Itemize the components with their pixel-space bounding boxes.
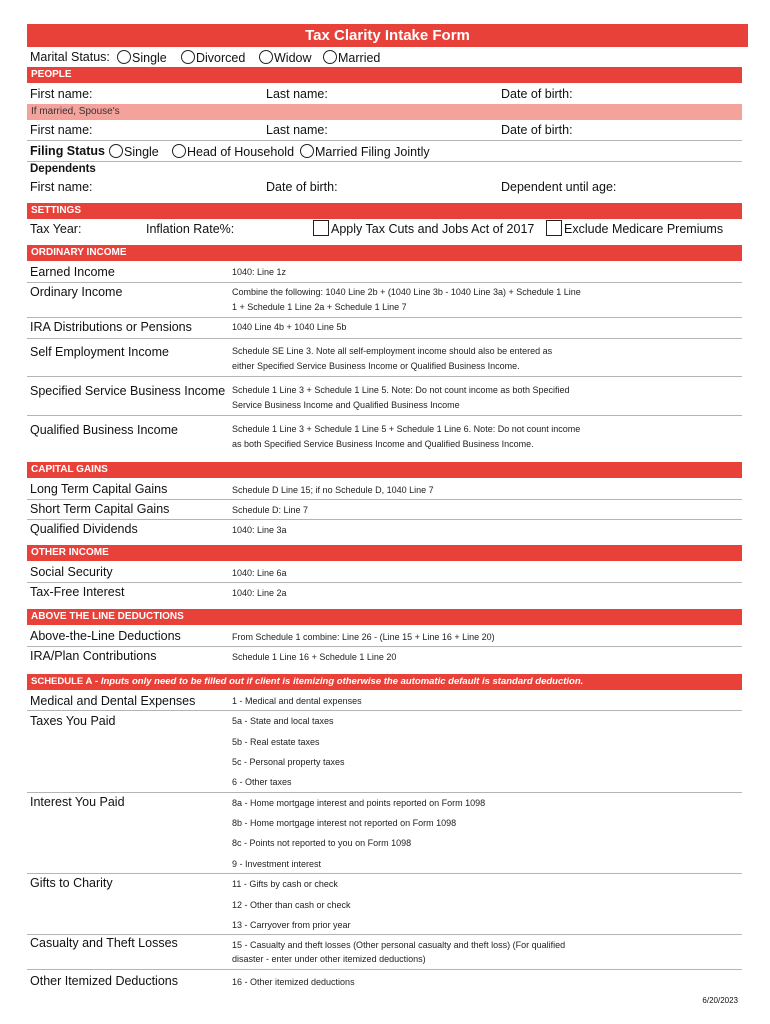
divider — [27, 646, 742, 647]
ira-distributions-desc: 1040 Line 4b + 1040 Line 5b — [232, 322, 347, 332]
ira-plan-contributions-label[interactable]: IRA/Plan Contributions — [30, 649, 157, 663]
self-employment-desc: Schedule SE Line 3. Note all self-employment income should also be entered as — [232, 346, 553, 356]
marital-divorced-radio[interactable]: Divorced — [181, 50, 245, 65]
schedule-a-line-16: 16 - Other itemized deductions — [232, 977, 355, 987]
divider — [27, 415, 742, 416]
form-title: Tax Clarity Intake Form — [27, 24, 748, 47]
ordinary-income-desc: Combine the following: 1040 Line 2b + (1040 Line 3b - 1040 Line 3a) + Schedule 1 Line — [232, 287, 581, 297]
qualified-dividends-desc: 1040: Line 3a — [232, 525, 287, 535]
schedule-a-line-5c: 5c - Personal property taxes — [232, 757, 345, 767]
tax-free-interest-desc: 1040: Line 2a — [232, 588, 287, 598]
schedule-a-line-9: 9 - Investment interest — [232, 859, 322, 869]
dependent-until-age-field[interactable]: Dependent until age: — [501, 180, 617, 194]
other-income-header: OTHER INCOME — [27, 545, 742, 561]
qualified-business-label[interactable]: Qualified Business Income — [30, 423, 178, 437]
divider — [27, 140, 742, 141]
divider — [27, 582, 742, 583]
specified-service-desc: Schedule 1 Line 3 + Schedule 1 Line 5. Note: Do not count income as both Specified — [232, 385, 570, 395]
medicare-checkbox[interactable]: Exclude Medicare Premiums — [546, 220, 723, 236]
specified-service-label[interactable]: Specified Service Business Income — [30, 384, 226, 398]
tax-free-interest-label[interactable]: Tax-Free Interest — [30, 585, 125, 599]
ordinary-income-label[interactable]: Ordinary Income — [30, 285, 123, 299]
divider — [27, 873, 742, 874]
last-name-field[interactable]: Last name: — [266, 87, 328, 101]
schedule-a-line-5b: 5b - Real estate taxes — [232, 737, 320, 747]
marital-status-label: Marital Status: — [30, 50, 110, 64]
divider — [27, 499, 742, 500]
capital-gains-header: CAPITAL GAINS — [27, 462, 742, 478]
people-header: PEOPLE — [27, 67, 742, 83]
divider — [27, 161, 742, 162]
schedule-a-line-5a: 5a - State and local taxes — [232, 716, 334, 726]
interest-paid-label[interactable]: Interest You Paid — [30, 795, 125, 809]
dependent-dob-field[interactable]: Date of birth: — [266, 180, 338, 194]
checkbox-icon — [313, 220, 329, 236]
divider — [27, 317, 742, 318]
divider — [27, 969, 742, 970]
divider — [27, 282, 742, 283]
divider — [27, 519, 742, 520]
radio-icon — [109, 144, 123, 158]
earned-income-label[interactable]: Earned Income — [30, 265, 115, 279]
schedule-a-line-15: 15 - Casualty and theft losses (Other personal casualty and theft loss) (For qualified — [232, 940, 566, 950]
qualified-dividends-label[interactable]: Qualified Dividends — [30, 522, 138, 536]
spouse-last-name-field[interactable]: Last name: — [266, 123, 328, 137]
dependents-label: Dependents — [30, 163, 96, 175]
self-employment-label[interactable]: Self Employment Income — [30, 345, 169, 359]
filing-status-label: Filing Status — [30, 144, 105, 158]
settings-header: SETTINGS — [27, 203, 742, 219]
radio-icon — [259, 50, 273, 64]
radio-icon — [117, 50, 131, 64]
schedule-a-line-13: 13 - Carryover from prior year — [232, 920, 351, 930]
gifts-charity-label[interactable]: Gifts to Charity — [30, 876, 113, 890]
checkbox-icon — [546, 220, 562, 236]
qualified-business-desc-2: as both Specified Service Business Income and Qualified Business Income. — [232, 439, 534, 449]
qualified-business-desc: Schedule 1 Line 3 + Schedule 1 Line 5 + Schedule 1 Line 6. Note: Do not count income — [232, 424, 581, 434]
first-name-field[interactable]: First name: — [30, 87, 93, 101]
ira-distributions-label[interactable]: IRA Distributions or Pensions — [30, 320, 192, 334]
schedule-a-line-8b: 8b - Home mortgage interest not reported on Form 1098 — [232, 818, 457, 828]
schedule-a-line-8a: 8a - Home mortgage interest and points reported on Form 1098 — [232, 798, 486, 808]
divider — [27, 710, 742, 711]
casualty-theft-label[interactable]: Casualty and Theft Losses — [30, 936, 178, 950]
filing-hoh-radio[interactable]: Head of Household — [172, 144, 294, 159]
radio-icon — [300, 144, 314, 158]
above-line-deductions-label[interactable]: Above-the-Line Deductions — [30, 629, 181, 643]
schedule-a-line-11: 11 - Gifts by cash or check — [232, 879, 338, 889]
divider — [27, 792, 742, 793]
long-term-gains-desc: Schedule D Line 15; if no Schedule D, 1040 Line 7 — [232, 485, 434, 495]
filing-single-radio[interactable]: Single — [109, 144, 159, 159]
spouse-dob-field[interactable]: Date of birth: — [501, 123, 573, 137]
other-itemized-label[interactable]: Other Itemized Deductions — [30, 974, 178, 988]
spouse-header: If married, Spouse's — [27, 104, 742, 120]
ordinary-income-desc-2: 1 + Schedule 1 Line 2a + Schedule 1 Line 7 — [232, 302, 407, 312]
short-term-gains-label[interactable]: Short Term Capital Gains — [30, 502, 170, 516]
footer-date: 6/20/2023 — [702, 996, 738, 1005]
schedule-a-line-1: 1 - Medical and dental expenses — [232, 696, 362, 706]
social-security-label[interactable]: Social Security — [30, 565, 113, 579]
above-line-header: ABOVE THE LINE DEDUCTIONS — [27, 609, 742, 625]
divider — [27, 934, 742, 935]
radio-icon — [181, 50, 195, 64]
social-security-desc: 1040: Line 6a — [232, 568, 287, 578]
taxes-paid-label[interactable]: Taxes You Paid — [30, 714, 116, 728]
divider — [27, 376, 742, 377]
marital-widow-radio[interactable]: Widow — [259, 50, 312, 65]
marital-single-radio[interactable]: Single — [117, 50, 167, 65]
earned-income-desc: 1040: Line 1z — [232, 267, 287, 277]
specified-service-desc-2: Service Business Income and Qualified Business Income — [232, 400, 460, 410]
dob-field[interactable]: Date of birth: — [501, 87, 573, 101]
schedule-a-header: SCHEDULE A - Inputs only need to be filled out if client is itemizing otherwise the automatic default is standard deduction. — [27, 674, 742, 690]
ira-plan-contributions-desc: Schedule 1 Line 16 + Schedule 1 Line 20 — [232, 652, 397, 662]
tcja-checkbox[interactable]: Apply Tax Cuts and Jobs Act of 2017 — [313, 220, 534, 236]
marital-married-radio[interactable]: Married — [323, 50, 380, 65]
dependent-first-name-field[interactable]: First name: — [30, 180, 93, 194]
spouse-first-name-field[interactable]: First name: — [30, 123, 93, 137]
schedule-a-line-12: 12 - Other than cash or check — [232, 900, 351, 910]
short-term-gains-desc: Schedule D: Line 7 — [232, 505, 309, 515]
schedule-a-line-8c: 8c - Points not reported to you on Form 1098 — [232, 838, 412, 848]
tax-year-field[interactable]: Tax Year: — [30, 222, 82, 236]
divider — [27, 338, 742, 339]
inflation-rate-field[interactable]: Inflation Rate%: — [146, 222, 235, 236]
self-employment-desc-2: either Specified Service Business Income or Qualified Business Income. — [232, 361, 520, 371]
long-term-gains-label[interactable]: Long Term Capital Gains — [30, 482, 168, 496]
above-line-deductions-desc: From Schedule 1 combine: Line 26 - (Line 15 + Line 16 + Line 20) — [232, 632, 495, 642]
schedule-a-line-15-cont: disaster - enter under other itemized deductions) — [232, 954, 426, 964]
ordinary-income-header: ORDINARY INCOME — [27, 245, 742, 261]
schedule-a-line-6: 6 - Other taxes — [232, 777, 292, 787]
medical-dental-label[interactable]: Medical and Dental Expenses — [30, 694, 196, 708]
radio-icon — [172, 144, 186, 158]
filing-mfj-radio[interactable]: Married Filing Jointly — [300, 144, 430, 159]
radio-icon — [323, 50, 337, 64]
schedule-a-note: - Inputs only need to be filled out if client is itemizing otherwise the automatic default is standard deduction. — [92, 676, 584, 687]
